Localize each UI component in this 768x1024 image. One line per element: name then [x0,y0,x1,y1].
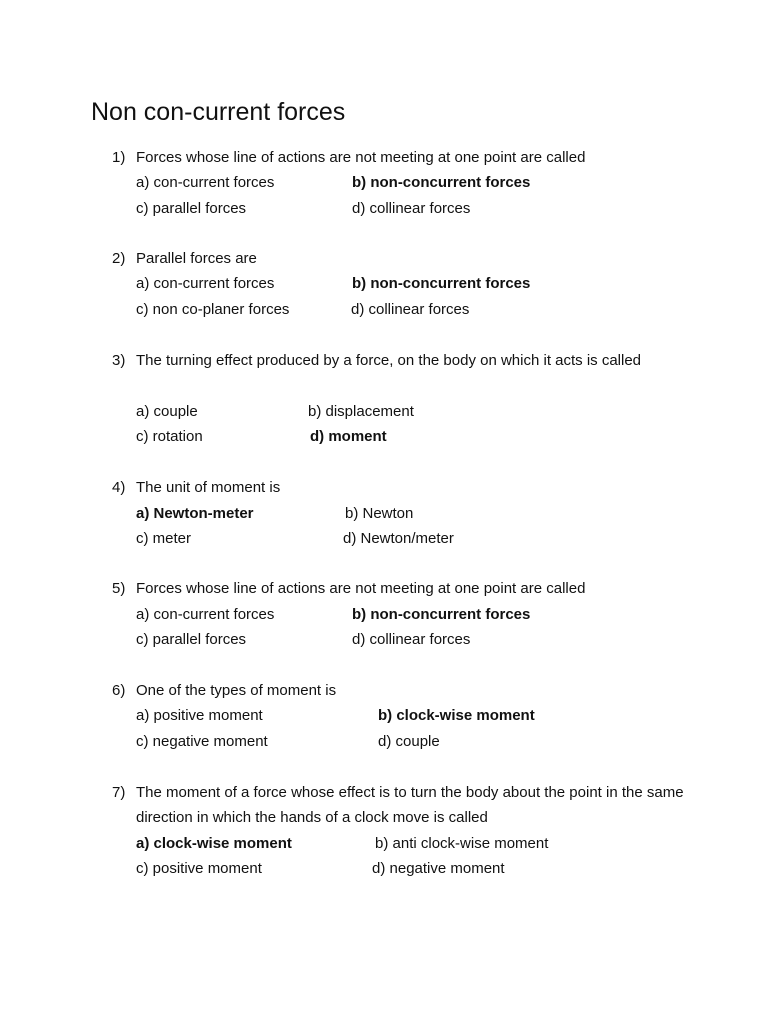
question-text: The turning effect produced by a force, on the body on which it acts is called [136,352,642,369]
question-number: 7) [112,784,126,801]
option-c: c) rotation [136,428,203,445]
option-a: a) couple [136,403,198,420]
option-b: b) displacement [308,403,414,420]
question-number: 4) [112,479,126,496]
option-c: c) positive moment [136,860,262,877]
option-a: a) Newton-meter [136,505,254,522]
question-number: 3) [112,352,126,369]
option-a: a) con-current forces [136,275,275,292]
option-c: c) parallel forces [136,200,247,217]
option-a: a) con-current forces [136,606,275,623]
option-b: b) non-concurrent forces [352,606,531,623]
option-d: d) negative moment [372,860,505,877]
option-d: d) couple [378,733,440,750]
option-b: b) anti clock-wise moment [375,835,549,852]
option-a: a) positive moment [136,707,263,724]
option-c: c) parallel forces [136,631,247,648]
option-b: b) clock-wise moment [378,707,535,724]
option-d: d) collinear forces [352,631,471,648]
question-text: Parallel forces are [136,250,257,267]
option-b: b) non-concurrent forces [352,275,531,292]
option-d: d) collinear forces [352,200,471,217]
question-text: The moment of a force whose effect is to turn the body about the point in the same direction in which the hands of a clock move is called [136,784,684,826]
option-c: c) negative moment [136,733,268,750]
option-b: b) Newton [345,505,414,522]
option-a: a) clock-wise moment [136,835,292,852]
option-c: c) meter [136,530,192,547]
option-d: d) collinear forces [351,301,470,318]
question-number: 2) [112,250,126,267]
question-text: Forces whose line of actions are not meeting at one point are called [136,580,586,597]
question-number: 1) [112,149,126,166]
option-b: b) non-concurrent forces [352,174,531,191]
question-number: 6) [112,682,126,699]
page-title: Non con-current forces [91,98,346,126]
question-text: One of the types of moment is [136,682,337,699]
option-a: a) con-current forces [136,174,275,191]
question-text: The unit of moment is [136,479,281,496]
option-d: d) Newton/meter [343,530,454,547]
option-d: d) moment [310,428,387,445]
question-text: Forces whose line of actions are not meeting at one point are called [136,149,586,166]
option-c: c) non co-planer forces [136,301,290,318]
question-number: 5) [112,580,126,597]
